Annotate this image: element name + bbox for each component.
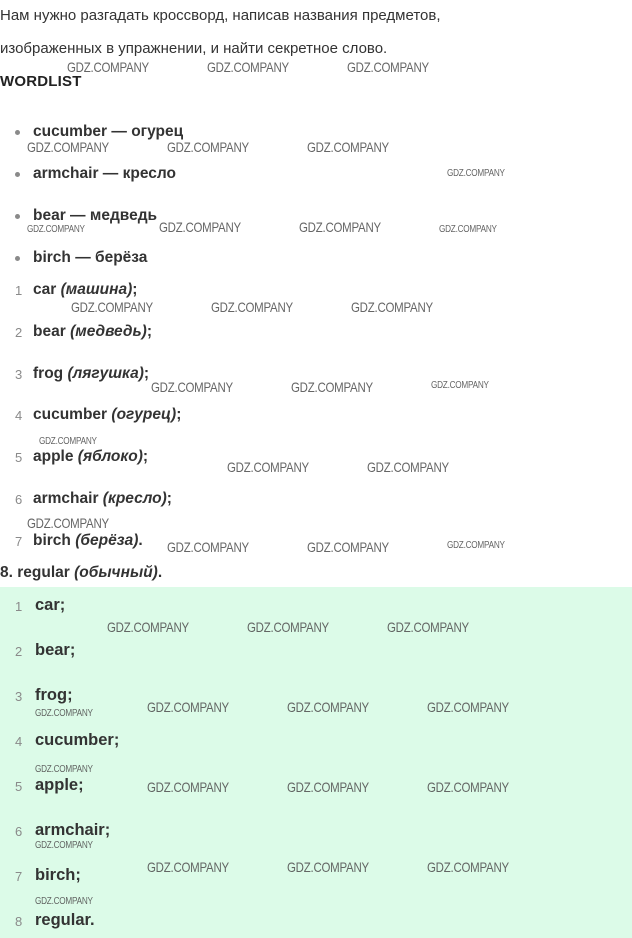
extra-prefix: 8. regular: [0, 564, 70, 581]
item-end: .: [138, 532, 143, 549]
wordlist-item: cucumber — огурец: [33, 123, 184, 140]
numbered-item: [33, 323, 152, 341]
watermark: GDZ.COMPANY: [307, 539, 389, 555]
item-word: armchair: [33, 490, 99, 507]
item-number: 3: [15, 367, 23, 382]
watermark: GDZ.COMPANY: [67, 59, 149, 75]
item-end: ;: [176, 406, 182, 423]
watermark: GDZ.COMPANY: [35, 896, 93, 907]
watermark: GDZ.COMPANY: [35, 840, 93, 851]
watermark: GDZ.COMPANY: [287, 699, 369, 715]
watermark: GDZ.COMPANY: [227, 459, 309, 475]
item-translation: (лягушка): [67, 365, 144, 382]
answer-number: 6: [15, 824, 23, 839]
item-translation: (огурец): [111, 406, 177, 423]
watermark: GDZ.COMPANY: [27, 224, 85, 235]
answer-number: 2: [15, 644, 23, 659]
answer-number: 8: [15, 914, 23, 929]
bullet-icon: [15, 172, 20, 177]
watermark: GDZ.COMPANY: [307, 139, 389, 155]
watermark: GDZ.COMPANY: [151, 379, 233, 395]
watermark: GDZ.COMPANY: [107, 619, 189, 635]
item-translation: (кресло): [102, 490, 167, 507]
numbered-item: [33, 532, 143, 550]
watermark: GDZ.COMPANY: [439, 224, 497, 235]
watermark: GDZ.COMPANY: [367, 459, 449, 475]
item-end: ;: [142, 448, 149, 465]
answer-item: car;: [35, 596, 66, 614]
bullet-icon: [15, 130, 20, 135]
answer-item: regular.: [35, 911, 95, 929]
answer-number: 1: [15, 599, 23, 614]
item-end: ;: [146, 323, 152, 340]
item-end: ;: [132, 281, 138, 298]
item-number: 1: [15, 283, 23, 298]
watermark: GDZ.COMPANY: [71, 299, 153, 315]
numbered-item: [33, 448, 148, 466]
watermark: GDZ.COMPANY: [287, 779, 369, 795]
item-number: 2: [15, 325, 23, 340]
answer-item: cucumber;: [35, 731, 120, 749]
answer-item: armchair;: [35, 821, 111, 839]
item-word: cucumber: [33, 406, 108, 423]
watermark: GDZ.COMPANY: [147, 699, 229, 715]
item-translation: (медведь): [70, 323, 147, 340]
watermark: GDZ.COMPANY: [427, 859, 509, 875]
watermark: GDZ.COMPANY: [207, 59, 289, 75]
item-number: 7: [15, 534, 23, 549]
answer-number: 5: [15, 779, 23, 794]
intro-line-1: Нам нужно разгадать кроссворд, написав названия предметов,: [0, 7, 441, 24]
item-word: frog: [33, 365, 64, 382]
item-number: 4: [15, 408, 23, 423]
watermark: GDZ.COMPANY: [159, 219, 241, 235]
watermark: GDZ.COMPANY: [35, 708, 93, 719]
watermark: GDZ.COMPANY: [27, 515, 109, 531]
wordlist-heading: WORDLIST: [0, 73, 82, 90]
bullet-icon: [15, 256, 20, 261]
watermark: GDZ.COMPANY: [247, 619, 329, 635]
watermark: GDZ.COMPANY: [147, 779, 229, 795]
watermark: GDZ.COMPANY: [167, 539, 249, 555]
answer-item: apple;: [35, 776, 84, 794]
watermark: GDZ.COMPANY: [351, 299, 433, 315]
watermark: GDZ.COMPANY: [347, 59, 429, 75]
intro-line-2: изображенных в упражнении, и найти секретное слово.: [0, 40, 388, 57]
item-number: 6: [15, 492, 23, 507]
wordlist-item: birch — берёза: [33, 249, 148, 266]
numbered-item: [33, 490, 172, 508]
watermark: GDZ.COMPANY: [39, 436, 97, 447]
wordlist-item: bear — медведь: [33, 207, 158, 224]
item-translation: (берёза): [75, 532, 139, 549]
watermark: GDZ.COMPANY: [447, 168, 505, 179]
item-translation: (яблоко): [77, 448, 143, 465]
item-word: car: [33, 281, 57, 298]
watermark: GDZ.COMPANY: [427, 699, 509, 715]
watermark: GDZ.COMPANY: [35, 764, 93, 775]
answer-number: 7: [15, 869, 23, 884]
watermark: GDZ.COMPANY: [167, 139, 249, 155]
item-end: ;: [143, 365, 150, 382]
wordlist-item: armchair — кресло: [33, 165, 176, 182]
extra-end: .: [157, 564, 163, 581]
watermark: GDZ.COMPANY: [27, 139, 109, 155]
watermark: GDZ.COMPANY: [387, 619, 469, 635]
item-word: birch: [33, 532, 71, 549]
watermark: GDZ.COMPANY: [147, 859, 229, 875]
item-word: apple: [33, 448, 74, 465]
item-word: bear: [33, 323, 66, 340]
answer-number: 4: [15, 734, 23, 749]
answer-item: frog;: [35, 686, 73, 704]
answer-box: [0, 587, 632, 938]
answer-number: 3: [15, 689, 23, 704]
numbered-item: [33, 365, 149, 383]
bullet-icon: [15, 214, 20, 219]
watermark: GDZ.COMPANY: [447, 540, 505, 551]
watermark: GDZ.COMPANY: [427, 779, 509, 795]
extra-item: [0, 564, 162, 582]
answer-item: birch;: [35, 866, 81, 884]
extra-translation: (обычный): [74, 564, 158, 581]
item-number: 5: [15, 450, 23, 465]
watermark: GDZ.COMPANY: [431, 380, 489, 391]
numbered-item: [33, 406, 181, 424]
watermark: GDZ.COMPANY: [211, 299, 293, 315]
numbered-item: [33, 281, 137, 299]
watermark: GDZ.COMPANY: [291, 379, 373, 395]
watermark: GDZ.COMPANY: [287, 859, 369, 875]
answer-item: bear;: [35, 641, 76, 659]
item-translation: (машина): [60, 281, 133, 298]
watermark: GDZ.COMPANY: [299, 219, 381, 235]
item-end: ;: [166, 490, 172, 507]
